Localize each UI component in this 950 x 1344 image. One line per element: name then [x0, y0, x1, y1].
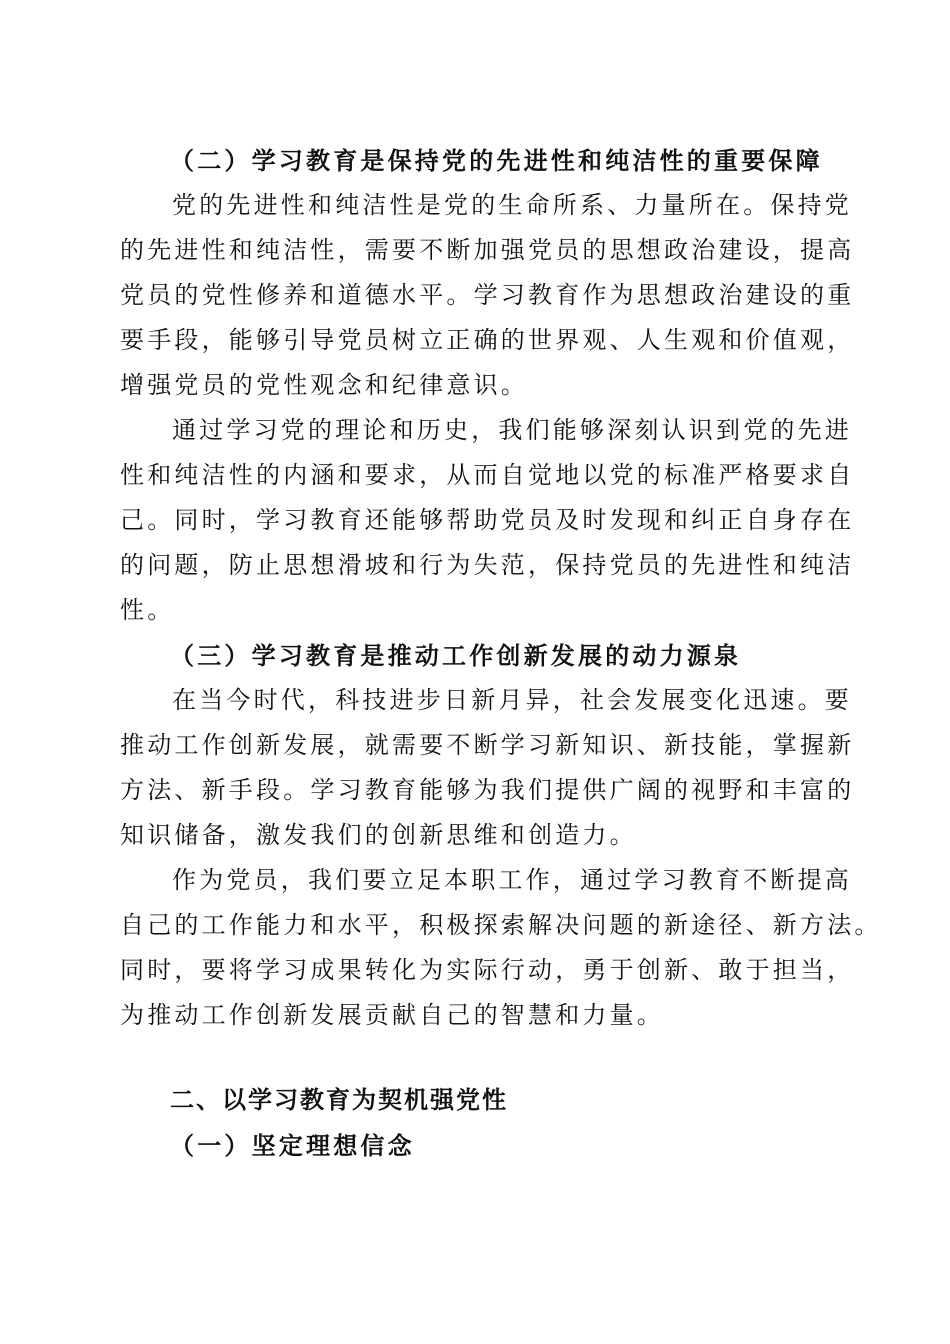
- paragraph-line: 自己的工作能力和水平，积极探索解决问题的新途径、新方法。: [120, 911, 882, 939]
- section-heading-3: （三）学习教育是推动工作创新发展的动力源泉: [170, 641, 742, 670]
- paragraph-line: 通过学习党的理论和历史，我们能够深刻认识到党的先进: [172, 416, 852, 444]
- paragraph-line: 的先进性和纯洁性，需要不断加强党员的思想政治建设，提高: [120, 236, 855, 264]
- paragraph-line: 党的先进性和纯洁性是党的生命所系、力量所在。保持党: [172, 191, 852, 219]
- paragraph-line: 推动工作创新发展，就需要不断学习新知识、新技能，掌握新: [120, 731, 855, 759]
- subsection-heading-1: （一）坚定理想信念: [170, 1131, 415, 1160]
- paragraph-line: 己。同时，学习教育还能够帮助党员及时发现和纠正自身存在: [120, 506, 855, 534]
- section-spacer: [120, 1038, 842, 1078]
- paragraph-line: 知识储备，激发我们的创新思维和创造力。: [120, 821, 637, 849]
- paragraph-line: 方法、新手段。学习教育能够为我们提供广阔的视野和丰富的: [120, 776, 855, 804]
- paragraph-line: 作为党员，我们要立足本职工作，通过学习教育不断提高: [172, 866, 852, 894]
- paragraph-line: 党员的党性修养和道德水平。学习教育作为思想政治建设的重: [120, 281, 855, 309]
- paragraph: [120, 678, 855, 858]
- paragraph-line: 的问题，防止思想滑坡和行为失范，保持党员的先进性和纯洁: [120, 551, 855, 579]
- paragraph-line: 要手段，能够引导党员树立正确的世界观、人生观和价值观，: [120, 326, 855, 354]
- paragraph-line: 性。: [120, 596, 175, 624]
- paragraph-line: 同时，要将学习成果转化为实际行动，勇于创新、敢于担当，: [120, 956, 855, 984]
- paragraph-line: 为推动工作创新发展贡献自己的智慧和力量。: [120, 1001, 664, 1029]
- paragraph: [120, 858, 882, 1038]
- part-heading-2: 二、以学习教育为契机强党性: [170, 1086, 508, 1114]
- paragraph-line: 增强党员的党性观念和纪律意识。: [120, 371, 528, 399]
- section-heading-2: （二）学习教育是保持党的先进性和纯洁性的重要保障: [170, 146, 823, 175]
- paragraph-line: 性和纯洁性的内涵和要求，从而自觉地以党的标准严格要求自: [120, 461, 855, 489]
- paragraph: [120, 408, 855, 633]
- paragraph: [120, 183, 855, 408]
- paragraph-line: 在当今时代，科技进步日新月异，社会发展变化迅速。要: [172, 686, 852, 714]
- document-page: [120, 138, 882, 1168]
